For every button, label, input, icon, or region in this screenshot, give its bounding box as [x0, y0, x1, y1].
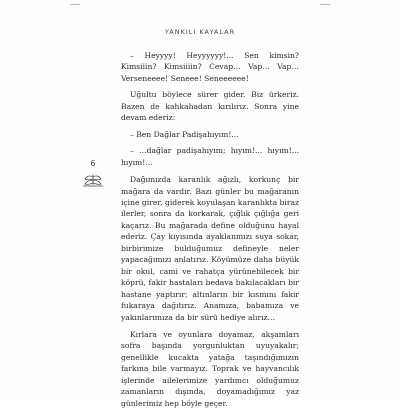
paragraph: – …dağlar padişahıyım; hıyım!... hıyım!... hıyım!...: [121, 146, 299, 167]
paragraph: – Ben Dağlar Padişahıyım!...: [130, 129, 239, 139]
running-header: YANKILI KAYALAR: [164, 28, 236, 36]
crop-mark-left: [70, 4, 80, 5]
ornament-icon: [81, 172, 105, 188]
body-text: [121, 50, 299, 409]
page-number: 6: [90, 159, 96, 168]
crop-mark-right: [320, 4, 330, 5]
paragraph: Dağımızda karanlık ağızlı, korkunç bir mağara da vardır. Bazı günler bu mağaranın içine girer, giderek koyulaşan karanlıkta biraz ilerler, sonra da korkarak, çığlık çığlığa geri kaçarız. Bu mağarada define olduğunu hayal ederiz. Çay kıyısında ayaklanmızı suya sokar, birbirimize bulduğumuz defineyle neler yapacağımızı anlatırız. Köyümüze daha büyük bir okul, cami ve rahatça yürünebilecek bir köprü, fakir hastaları bedava bakılacakları bir hastane yaptırır; altınların bir kısmını fakir fukaraya dağıtırız. Anamıza, babamıza ve yakınlarımıza da bir sürü hediye alırız…: [121, 175, 299, 322]
paragraph: – Heyyyy! Heyyyyyy!... Sen kimsin? Kimsiiin? Kimsiiiin? Cevap… Vap… Vap… Verseneeee! Seneee! Seneeeeee!: [121, 51, 299, 83]
paragraph: Uğultu böylece sürer gider. Biz ürkeriz. Bazen de kahkahadan kırılırız. Sonra yine devam ederiz:: [121, 90, 299, 123]
paragraph: Kırlara ve oyunlara doyamaz, akşamları sofra başında yorgunluktan uyuyakalır; genellikle kucakta yatağa taşındığımızın farkına bile varmayız. Toprak ve hayvancılık işlerinde ailelerimize yardımcı olduğumuz zamanların dışında, doyamadığımız yaz günlerimiz hep böyle geçer.: [121, 329, 299, 408]
